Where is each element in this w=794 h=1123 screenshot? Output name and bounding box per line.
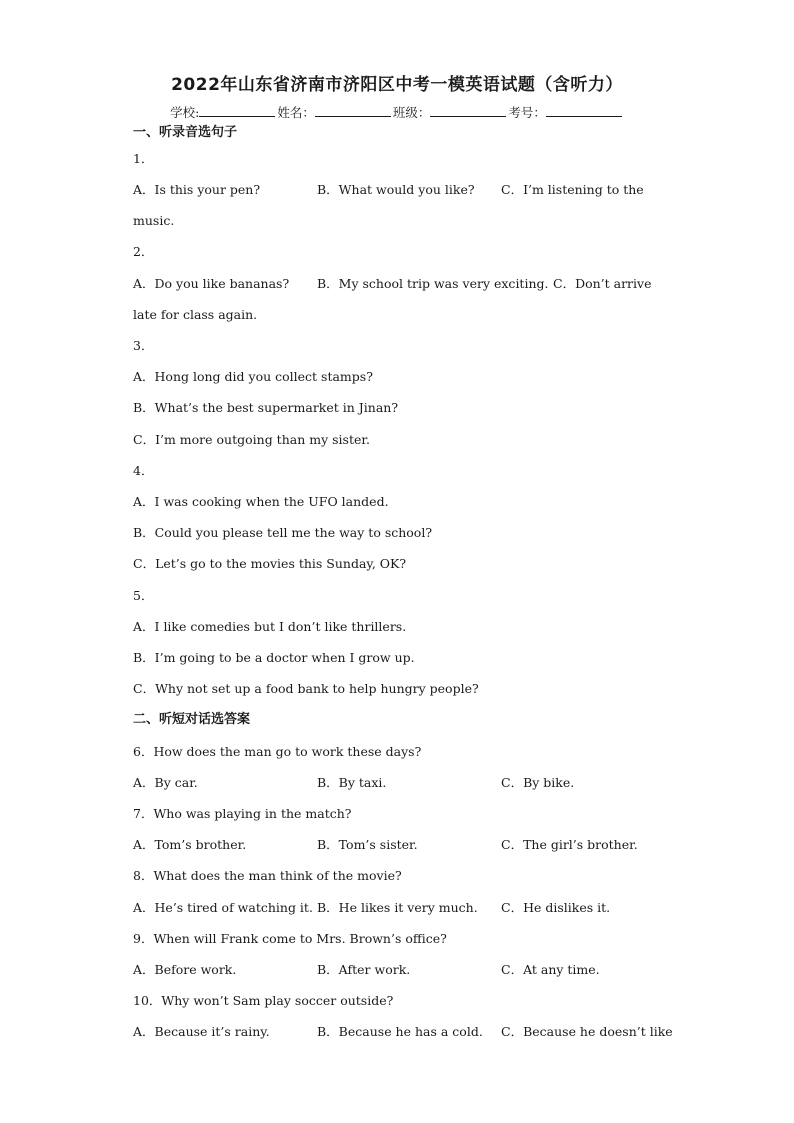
option-c: C．Let’s go to the movies this Sunday, OK?: [133, 556, 407, 571]
option-b: B．Could you please tell me the way to school?: [133, 525, 433, 540]
section-heading: 二、听短对话选答案: [133, 712, 251, 727]
number-label: 考号：: [508, 105, 546, 120]
option-c: C．By bike.: [501, 775, 575, 790]
name-blank[interactable]: [315, 104, 391, 117]
option-b: B．He likes it very much.: [317, 900, 478, 915]
option-c: C．Because he doesn’t like: [501, 1024, 673, 1039]
option-c: C．Why not set up a food bank to help hungry people?: [133, 681, 479, 696]
option-b: B．What would you like?: [317, 182, 475, 197]
option-b: B．What’s the best supermarket in Jinan?: [133, 400, 399, 415]
question-number: 4．: [133, 463, 154, 478]
student-info-row: [0, 103, 794, 121]
option-a: A．I was cooking when the UFO landed.: [133, 494, 389, 509]
question-text: 8．What does the man think of the movie?: [133, 868, 402, 883]
class-label: 班级：: [392, 105, 431, 120]
option-b: B．I’m going to be a doctor when I grow up.: [133, 650, 415, 665]
option-a: A．I like comedies but I don’t like thrillers.: [133, 619, 407, 634]
option-b: B．Because he has a cold.: [317, 1024, 483, 1039]
option-a: A．He’s tired of watching it.: [133, 900, 313, 915]
option-a: A．Do you like bananas?: [133, 276, 290, 291]
option-c: C．The girl’s brother.: [501, 837, 638, 852]
section-heading: 一、听录音选句子: [133, 125, 238, 140]
option-b: B．After work.: [317, 962, 411, 977]
school-label: 学校:: [170, 105, 200, 120]
question-text: 10．Why won’t Sam play soccer outside?: [133, 993, 394, 1008]
option-a: A．Is this your pen?: [133, 182, 261, 197]
option-b: B．My school trip was very exciting.: [317, 276, 549, 291]
question-text: 9．When will Frank come to Mrs. Brown’s office?: [133, 931, 447, 946]
option-c-continued: late for class again.: [133, 307, 258, 322]
option-c: C．I’m more outgoing than my sister.: [133, 432, 370, 447]
class-blank[interactable]: [430, 104, 506, 117]
number-blank[interactable]: [546, 104, 622, 117]
question-text: 6．How does the man go to work these days?: [133, 744, 422, 759]
question-number: 2．: [133, 244, 154, 259]
school-blank[interactable]: [199, 104, 275, 117]
option-c-continued: music.: [133, 213, 175, 228]
question-text: 7．Who was playing in the match?: [133, 806, 352, 821]
option-b: B．By taxi.: [317, 775, 387, 790]
question-number: 3．: [133, 338, 154, 353]
option-a: A．Tom’s brother.: [133, 837, 247, 852]
option-c: C．Don’t arrive: [553, 276, 652, 291]
question-number: 5．: [133, 588, 154, 603]
option-a: A．Before work.: [133, 962, 237, 977]
option-a: A．Hong long did you collect stamps?: [133, 369, 373, 384]
question-number: 1．: [133, 151, 154, 166]
option-c: C．At any time.: [501, 962, 600, 977]
option-a: A．By car.: [133, 775, 198, 790]
option-c: C．I’m listening to the: [501, 182, 644, 197]
option-a: A．Because it’s rainy.: [133, 1024, 270, 1039]
page-title: 2022年山东省济南市济阳区中考一模英语试题（含听力）: [171, 75, 623, 95]
name-label: 姓名：: [277, 105, 315, 120]
option-b: B．Tom’s sister.: [317, 837, 418, 852]
option-c: C．He dislikes it.: [501, 900, 611, 915]
